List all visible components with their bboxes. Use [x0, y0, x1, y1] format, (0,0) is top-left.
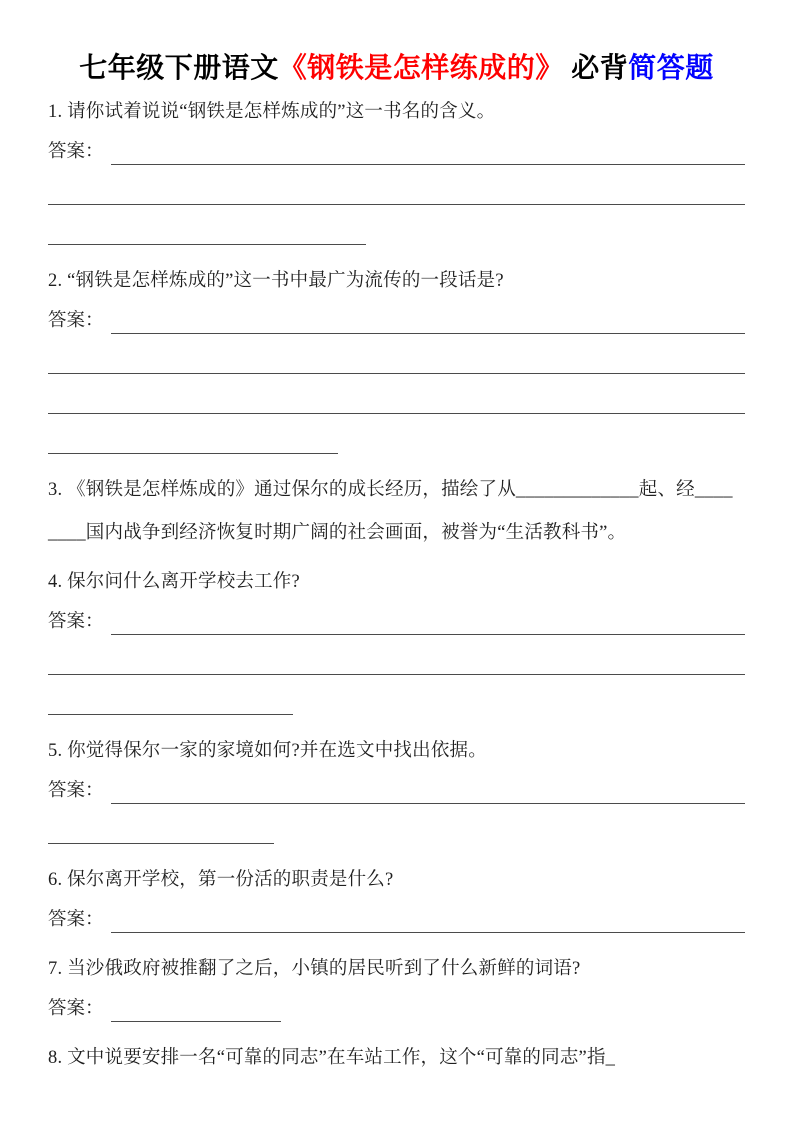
answer-label: 答案： — [48, 142, 104, 162]
title-part: 简答题 — [628, 53, 714, 84]
question-text: 6. 保尔离开学校，第一份活的职责是什么? — [48, 870, 394, 890]
answer-blank-line[interactable] — [48, 204, 745, 205]
answer-row — [48, 139, 745, 165]
answer-blank-line[interactable] — [111, 312, 745, 334]
question-text: 3. 《钢铁是怎样炼成的》通过保尔的成长经历，描绘了从_____________起、经____ — [48, 480, 733, 500]
question-block — [48, 956, 745, 1022]
answer-row — [48, 609, 745, 635]
answer-blank-line[interactable] — [111, 782, 745, 804]
answer-blank-line[interactable] — [111, 1000, 281, 1022]
question-block — [48, 738, 745, 844]
answer-blank-line[interactable] — [111, 911, 745, 933]
question-block — [48, 268, 745, 454]
answer-blank-line[interactable] — [48, 843, 274, 844]
question-block — [48, 569, 745, 715]
answer-blank-line[interactable] — [48, 674, 745, 675]
question-block — [48, 867, 745, 933]
answer-row — [48, 778, 745, 804]
question-text: 8. 文中说要安排一名“可靠的同志”在车站工作，这个“可靠的同志”指_ — [48, 1048, 616, 1068]
question-text: ____国内战争到经济恢复时期广阔的社会画面，被誉为“生活教科书”。 — [48, 523, 627, 543]
question-text: 1. 请你试着说说“钢铁是怎样炼成的”这一书名的含义。 — [48, 102, 496, 122]
answer-label: 答案： — [48, 910, 104, 930]
answer-label: 答案： — [48, 612, 104, 632]
answer-blank-line[interactable] — [48, 714, 293, 715]
questions-container — [48, 99, 745, 1071]
question-text: 2. “钢铁是怎样炼成的”这一书中最广为流传的一段话是? — [48, 271, 504, 291]
answer-row — [48, 907, 745, 933]
answer-row — [48, 308, 745, 334]
answer-row — [48, 996, 745, 1022]
answer-blank-line[interactable] — [111, 613, 745, 635]
answer-blank-line[interactable] — [48, 413, 745, 414]
question-block — [48, 1045, 745, 1071]
question-block — [48, 99, 745, 245]
question-text: 4. 保尔问什么离开学校去工作? — [48, 572, 300, 592]
answer-blank-line[interactable] — [48, 373, 745, 374]
answer-label: 答案： — [48, 781, 104, 801]
question-text: 5. 你觉得保尔一家的家境如何?并在选文中找出依据。 — [48, 741, 487, 761]
answer-blank-line[interactable] — [111, 143, 745, 165]
answer-label: 答案： — [48, 311, 104, 331]
answer-blank-line[interactable] — [48, 453, 338, 454]
answer-label: 答案： — [48, 999, 104, 1019]
title-part: 七年级下册语文 — [79, 53, 279, 84]
question-block — [48, 477, 745, 546]
answer-blank-line[interactable] — [48, 244, 366, 245]
question-text: 7. 当沙俄政府被推翻了之后，小镇的居民听到了什么新鲜的词语? — [48, 959, 581, 979]
page-title — [48, 53, 745, 85]
title-part: 必背 — [563, 53, 629, 84]
title-part: 《钢铁是怎样练成的》 — [278, 53, 564, 84]
